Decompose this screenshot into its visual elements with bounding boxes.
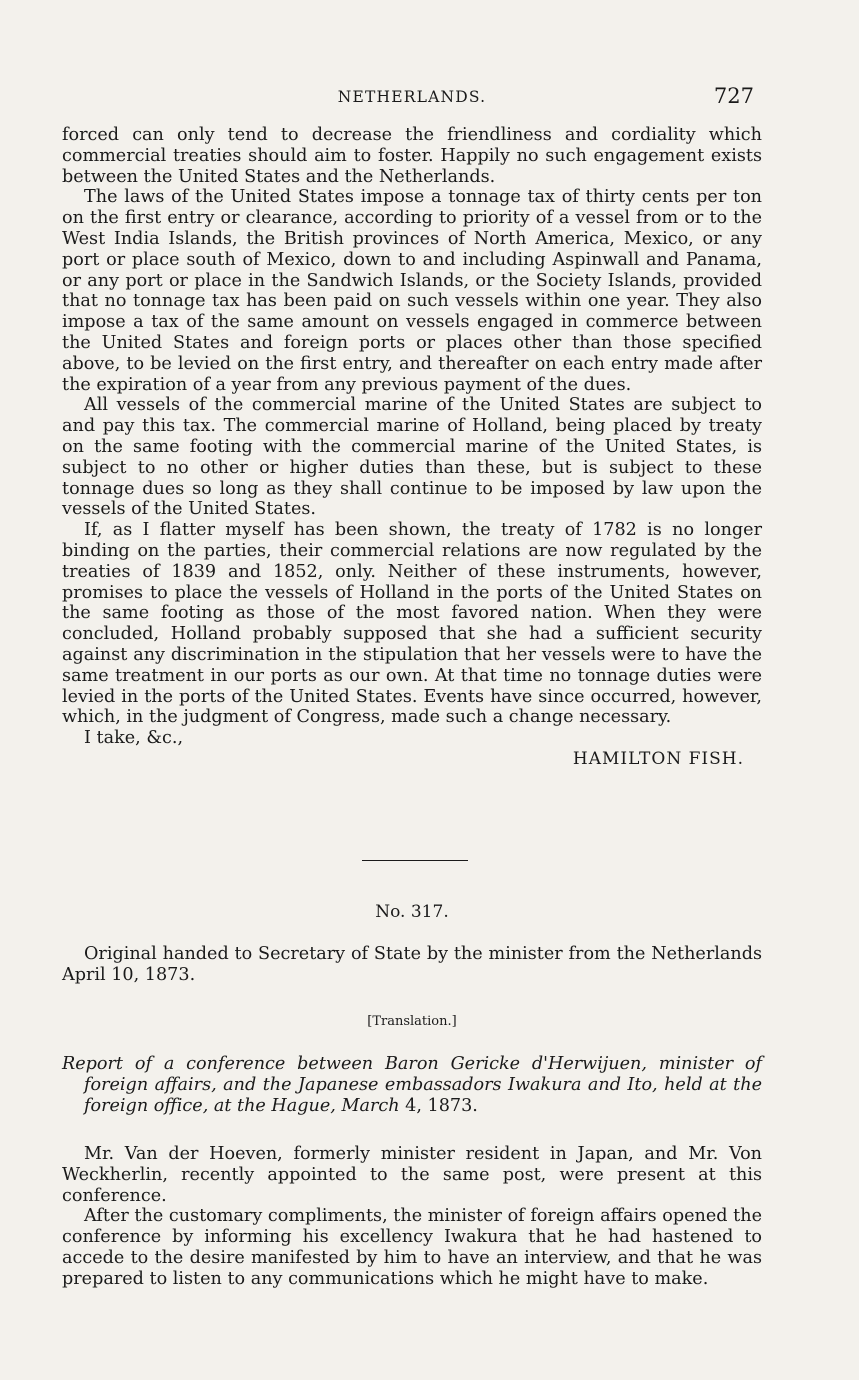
running-title: NETHERLANDS. (337, 88, 487, 106)
signature: HAMILTON FISH. (572, 749, 744, 770)
conference-body (62, 1144, 762, 1290)
paragraph: The laws of the United States impose a tonnage tax of thirty cents per ton on the first entry or clearance, according to priority of a vessel from or to the West India Islands, the British provinces of North America, Mexico, or any port or place south of Mexico, down to and including Aspinwall and Panama, or any port or place in the Sandwich Islands, or the Society Islands, provided that no tonnage tax has been paid on such vessels within one year. They also impose a tax of the same amount on vessels engaged in commerce between the United States and foreign ports or places other than those specified above, to be levied on the first entry, and thereafter on each entry made after the expiration of a year from any previous payment of the dues. (62, 187, 762, 395)
report-title (62, 1054, 762, 1116)
report-title-date: 4, 1873. (399, 1095, 478, 1116)
section-divider (362, 860, 468, 861)
closing-row (62, 728, 762, 768)
document-page (62, 0, 762, 1380)
document-number: No. 317. (375, 902, 449, 922)
paragraph: After the customary compliments, the minister of foreign affairs opened the conference by informing his excellency Iwakura that he had hastened to accede to the desire manifested by him to have an interview, and that he was prepared to listen to any communications which he might have to make. (62, 1206, 762, 1289)
page-number: 727 (713, 84, 754, 108)
report-title-block (62, 1054, 762, 1116)
paragraph: If, as I flatter myself has been shown, the treaty of 1782 is no longer binding on the parties, their commercial relations are now regulated by the treaties of 1839 and 1852, only. Neither of these instruments, however, promises to place the vessels of Holland in the ports of the United States on the same footing as those of the most favored nation. When they were concluded, Holland probably supposed that she had a sufficient security against any discrimination in the stipulation that her vessels were to have the same treatment in our ports as our own. At that time no tonnage duties were levied in the ports of the United States. Events have since occurred, however, which, in the judgment of Congress, made such a change necessary. (62, 520, 762, 728)
original-note: Original handed to Secretary of State by the minister from the Netherlands April 10, 1873. (62, 944, 762, 985)
paragraph: forced can only tend to decrease the friendliness and cordiality which commercial treaties should aim to foster. Happily no such engagement exists between the United States and the Netherlands. (62, 125, 762, 187)
running-head (62, 84, 762, 110)
closing: I take, &c., (84, 728, 184, 749)
report-title-text: Report of a conference between Baron Gericke d'Herwijuen, minister of foreign affairs, and the Japanese embassadors Iwakura and Ito, held at the foreign office, at the Hague, March (62, 1054, 762, 1116)
translation-note: [Translation.] (367, 1014, 457, 1029)
paragraph: All vessels of the commercial marine of the United States are subject to and pay this tax. The commercial marine of Holland, being placed by treaty on the same footing with the commercial marine of the United States, is subject to no other or higher duties than these, but is subject to these tonnage dues so long as they shall continue to be imposed by law upon the vessels of the United States. (62, 395, 762, 520)
paragraph: Mr. Van der Hoeven, formerly minister resident in Japan, and Mr. Von Weckherlin, recently appointed to the same post, were present at this conference. (62, 1144, 762, 1206)
letter-body (62, 125, 762, 768)
original-note-block (62, 944, 762, 986)
